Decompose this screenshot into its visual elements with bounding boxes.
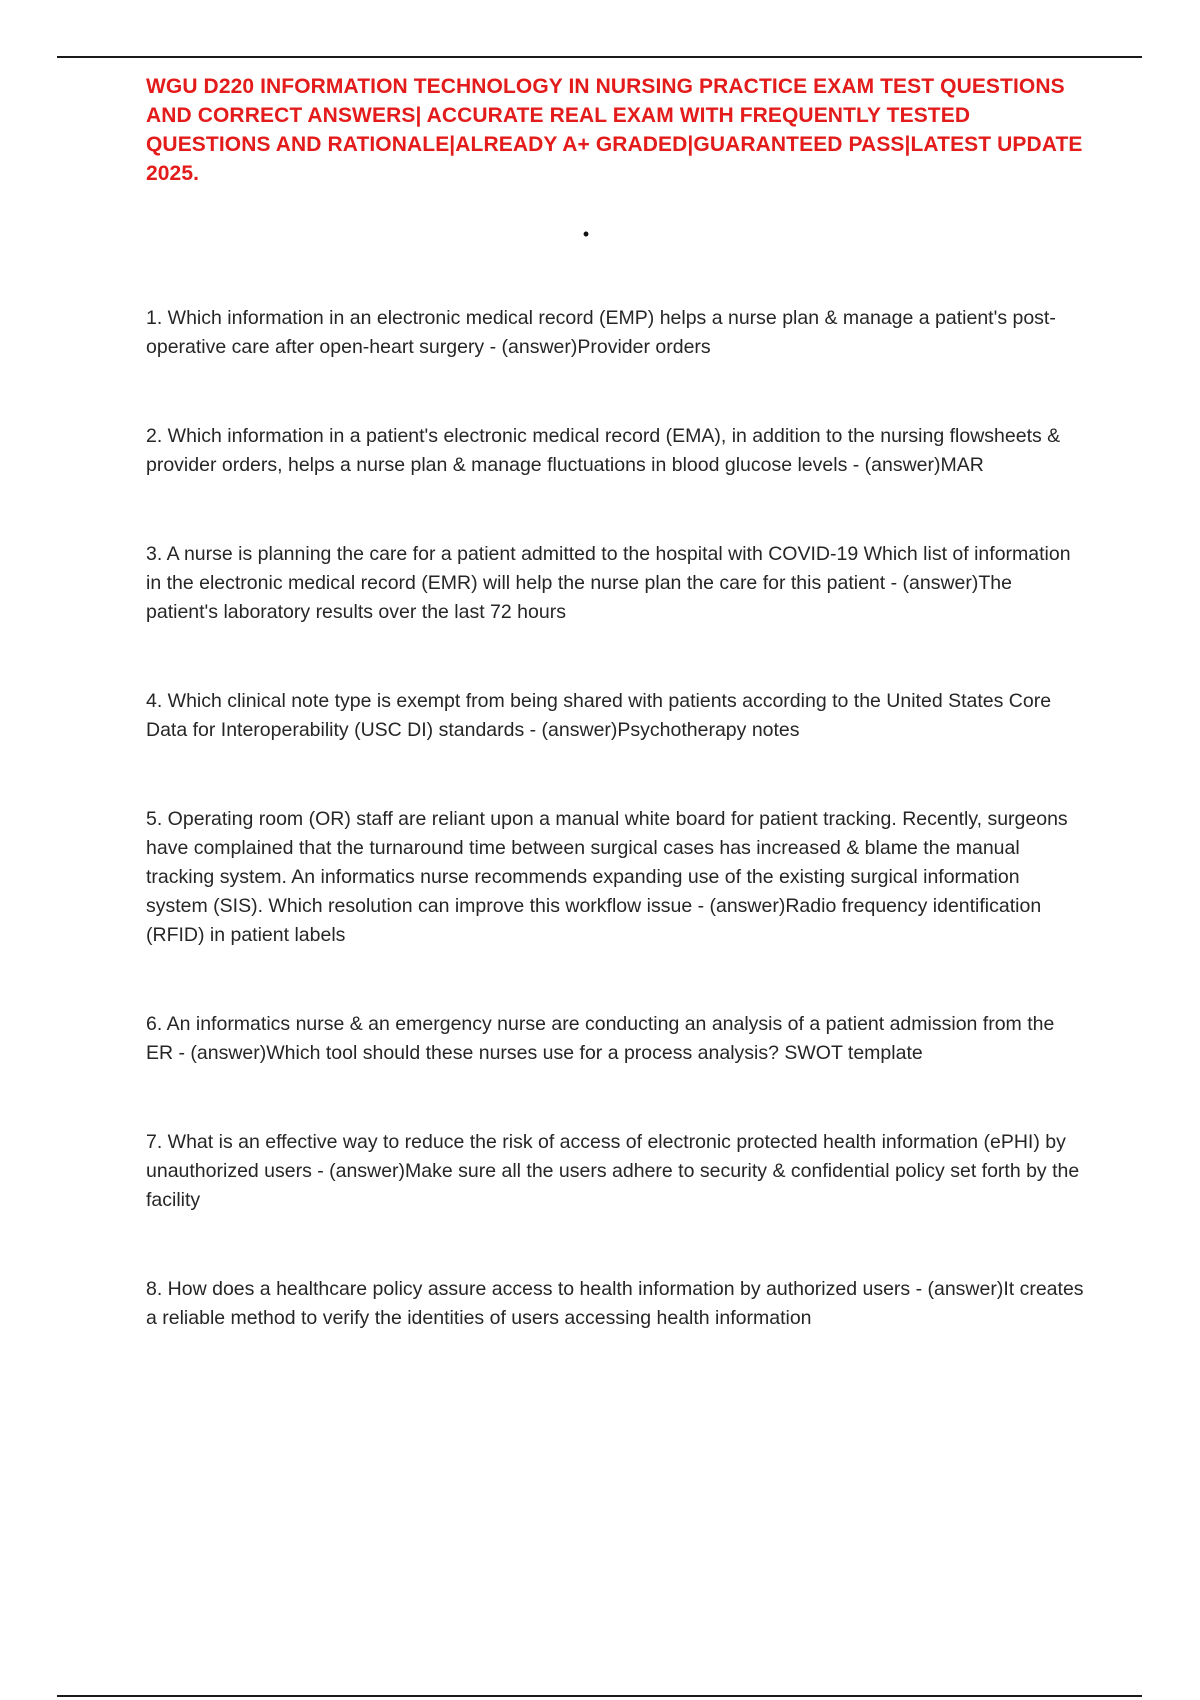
question-item: 7. What is an effective way to reduce the risk of access of electronic protected health information (ePHI) by unauthorized users - (answer)Make sure all the users adhere to security & confidential policy set forth by the facility (146, 1131, 1080, 1211)
question-item: 8. How does a healthcare policy assure access to health information by authorized users - (answer)It creates a reliable method to verify the identities of users accessing health information (146, 1278, 1084, 1329)
document-title: WGU D220 INFORMATION TECHNOLOGY IN NURSING PRACTICE EXAM TEST QUESTIONS AND CORRECT ANSWERS| ACCURATE REAL EXAM WITH FREQUENTLY TESTED QUESTIONS AND RATIONALE|ALREADY A+ GRADED|GUARANTEED PASS|LATEST UPDATE 2025. (146, 75, 1083, 185)
question-item: 3. A nurse is planning the care for a patient admitted to the hospital with COVID-19 Which list of information in the electronic medical record (EMR) will help the nurse plan the care for this patient - (answer)The patient's laboratory results over the last 72 hours (146, 543, 1071, 623)
question-item: 2. Which information in a patient's electronic medical record (EMA), in addition to the nursing flowsheets & provider orders, helps a nurse plan & manage fluctuations in blood glucose levels - (answer)MAR (146, 425, 1061, 476)
bullet-point: • (582, 224, 590, 244)
question-item: 6. An informatics nurse & an emergency nurse are conducting an analysis of a patient admission from the ER - (answer)Which tool should these nurses use for a process analysis? SWOT template (146, 1013, 1055, 1064)
question-item: 5. Operating room (OR) staff are reliant upon a manual white board for patient tracking. Recently, surgeons have complained that the turnaround time between surgical cases has increased & blame the manual tracking system. An informatics nurse recommends expanding use of the existing surgical information system (SIS). Which resolution can improve this workflow issue - (answer)Radio frequency identification (RFID) in patient labels (146, 808, 1068, 946)
top-divider (57, 56, 1142, 58)
question-list (146, 304, 1086, 1393)
question-item: 1. Which information in an electronic medical record (EMP) helps a nurse plan & manage a patient's post-operative care after open-heart surgery - (answer)Provider orders (146, 307, 1056, 358)
question-item: 4. Which clinical note type is exempt from being shared with patients according to the United States Core Data for Interoperability (USC DI) standards - (answer)Psychotherapy notes (146, 690, 1052, 741)
bottom-divider (57, 1695, 1142, 1697)
